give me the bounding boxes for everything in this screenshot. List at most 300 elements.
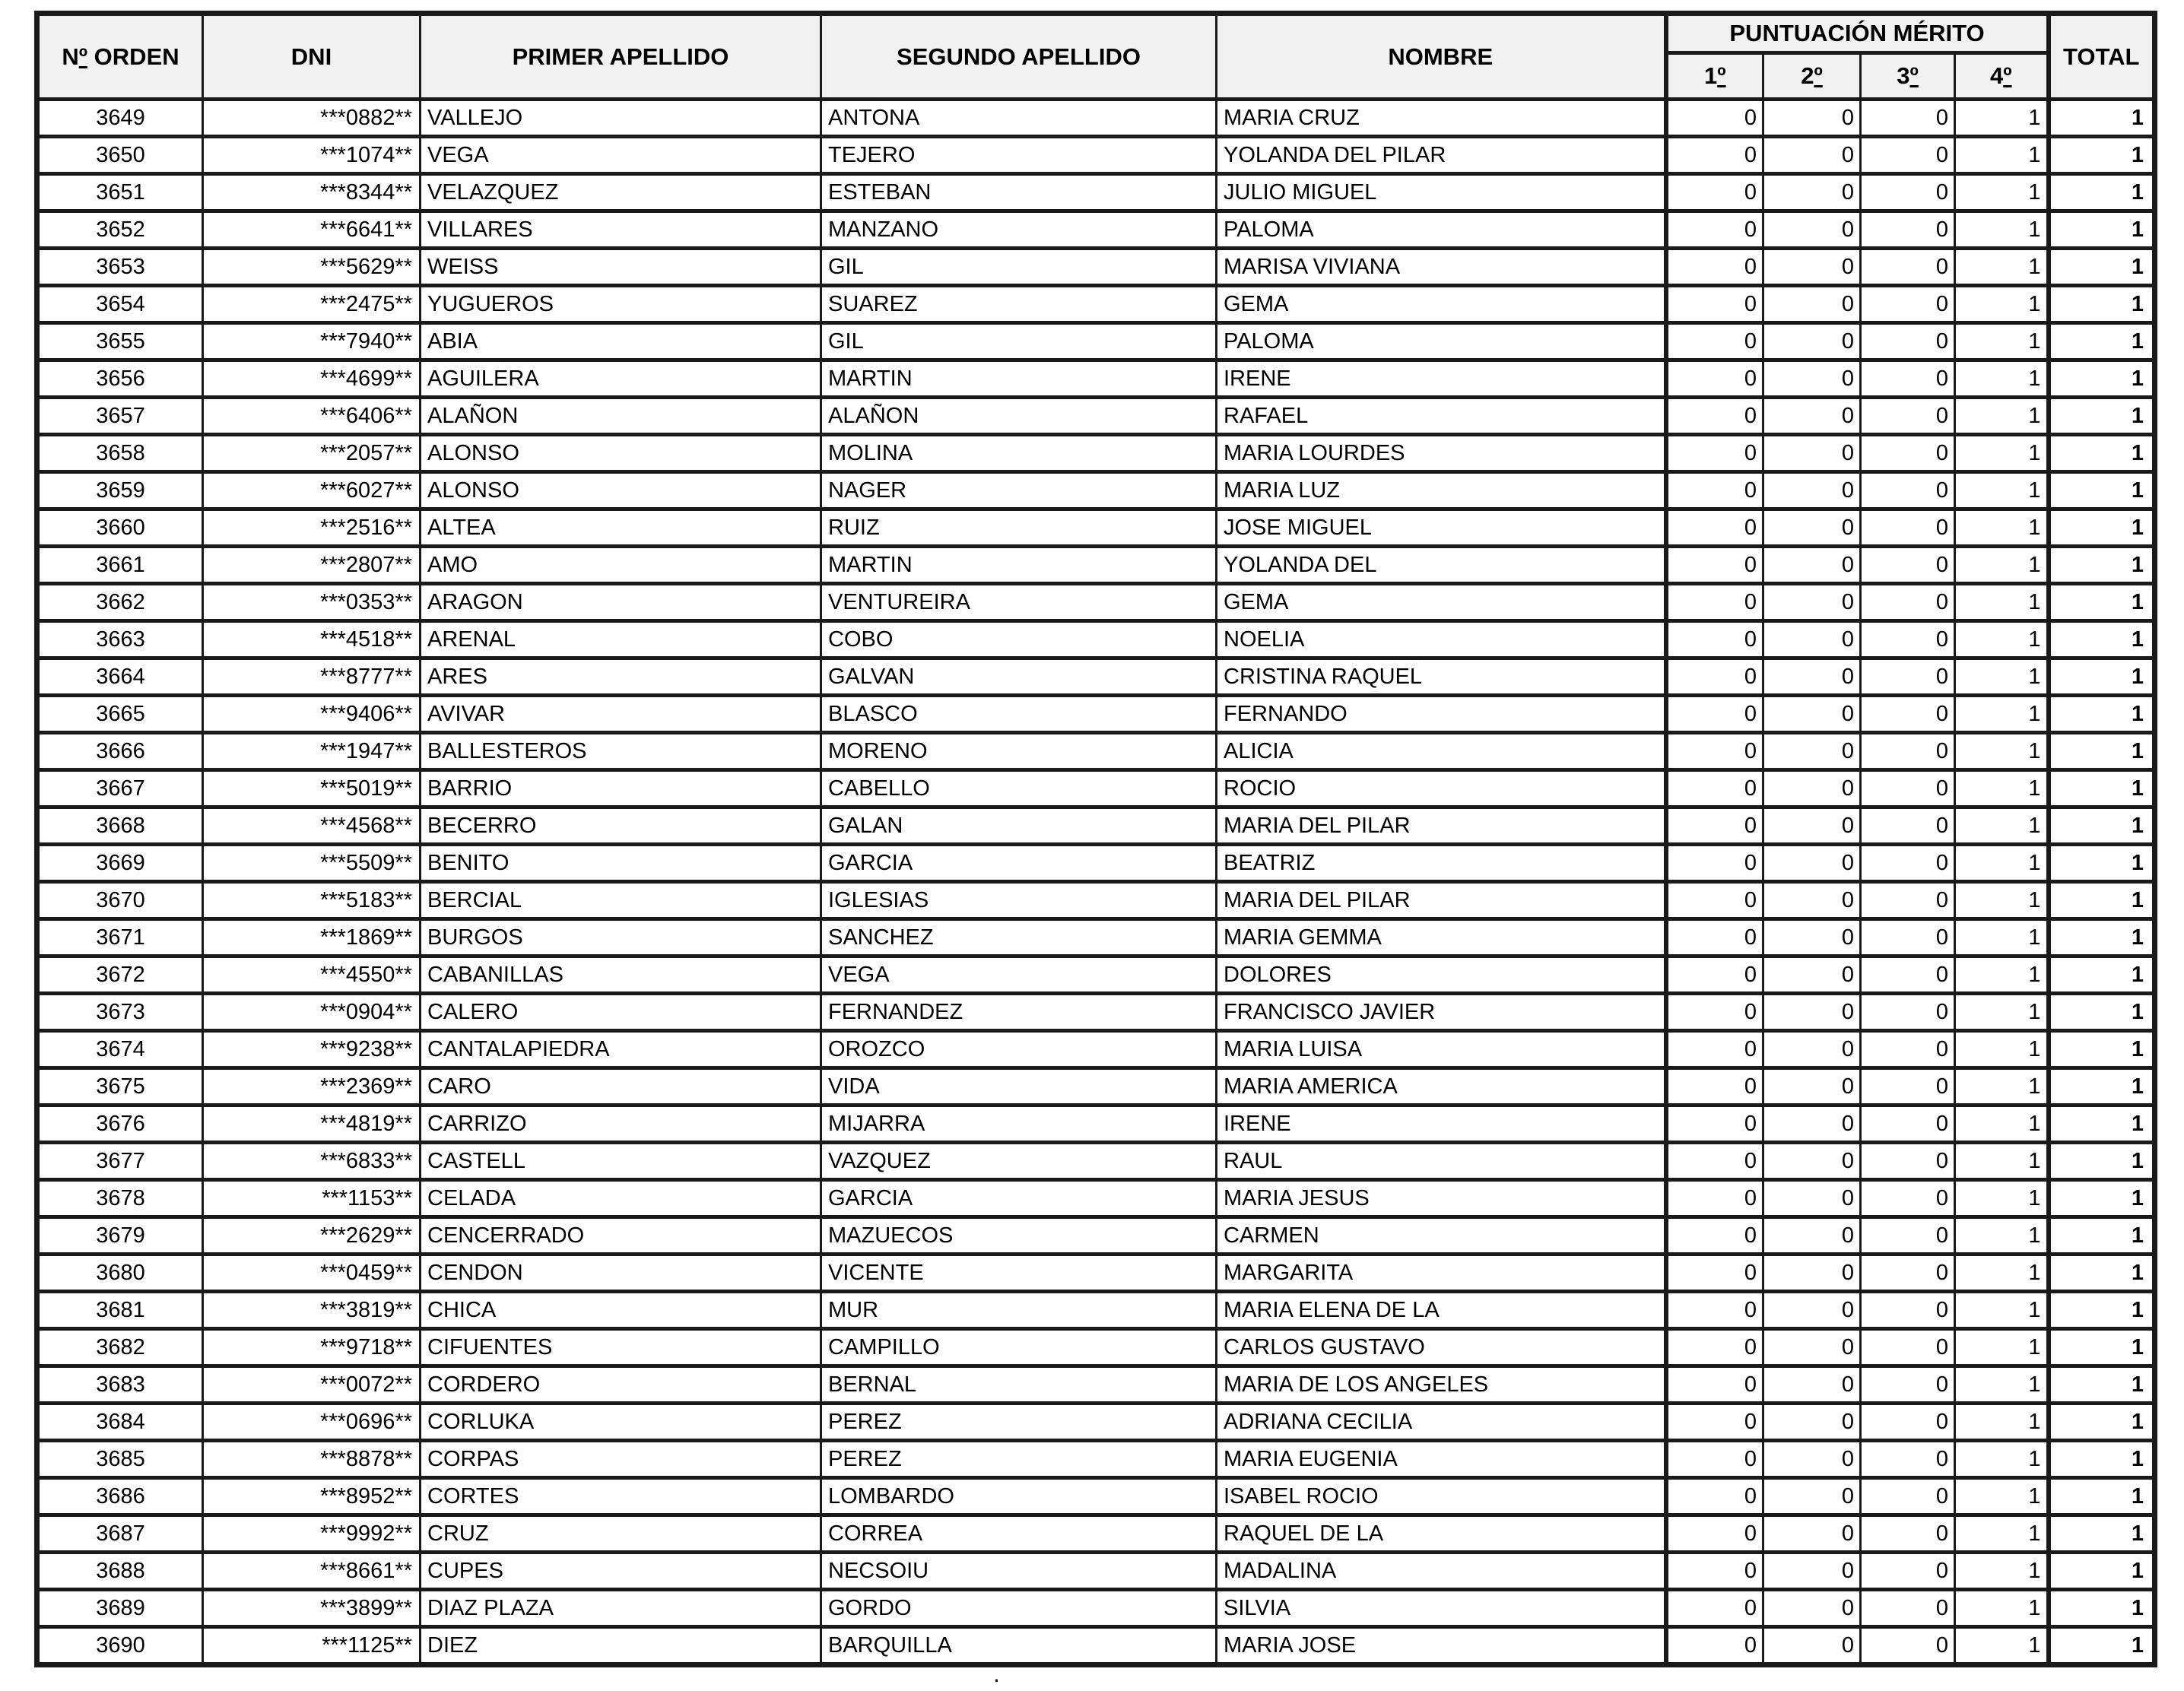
cell-puntuacion-3: 0: [1861, 137, 1955, 174]
cell-dni: ***6641**: [203, 211, 421, 249]
cell-dni: ***1153**: [203, 1180, 421, 1217]
table-row: [37, 733, 2155, 770]
cell-num-orden: 3681: [37, 1292, 203, 1329]
cell-nombre: FERNANDO: [1217, 696, 1666, 733]
cell-puntuacion-3: 0: [1861, 1627, 1955, 1665]
cell-puntuacion-4: 1: [1955, 1478, 2049, 1515]
cell-primer-apellido: CENCERRADO: [421, 1217, 821, 1255]
cell-num-orden: 3649: [37, 100, 203, 137]
cell-dni: ***1869**: [203, 919, 421, 957]
cell-dni: ***2629**: [203, 1217, 421, 1255]
cell-puntuacion-2: 0: [1763, 286, 1861, 323]
cell-puntuacion-3: 0: [1861, 1329, 1955, 1366]
cell-total: 1: [2049, 1180, 2155, 1217]
cell-puntuacion-1: 0: [1666, 882, 1763, 919]
cell-total: 1: [2049, 1553, 2155, 1590]
cell-puntuacion-4: 1: [1955, 211, 2049, 249]
cell-segundo-apellido: BLASCO: [821, 696, 1217, 733]
cell-total: 1: [2049, 1366, 2155, 1404]
cell-total: 1: [2049, 733, 2155, 770]
cell-primer-apellido: CORLUKA: [421, 1404, 821, 1441]
cell-puntuacion-4: 1: [1955, 1329, 2049, 1366]
num-orden-ordinal: º: [78, 43, 88, 70]
cell-puntuacion-3: 0: [1861, 1255, 1955, 1292]
cell-segundo-apellido: GALAN: [821, 807, 1217, 845]
cell-puntuacion-1: 0: [1666, 584, 1763, 621]
cell-puntuacion-2: 0: [1763, 509, 1861, 547]
cell-total: 1: [2049, 472, 2155, 509]
cell-puntuacion-3: 0: [1861, 1515, 1955, 1553]
cell-puntuacion-4: 1: [1955, 1031, 2049, 1068]
cell-segundo-apellido: MANZANO: [821, 211, 1217, 249]
cell-total: 1: [2049, 994, 2155, 1031]
cell-dni: ***0882**: [203, 100, 421, 137]
cell-puntuacion-4: 1: [1955, 547, 2049, 584]
cell-dni: ***9238**: [203, 1031, 421, 1068]
cell-segundo-apellido: SUAREZ: [821, 286, 1217, 323]
cell-total: 1: [2049, 1068, 2155, 1106]
cell-dni: ***9992**: [203, 1515, 421, 1553]
cell-puntuacion-1: 0: [1666, 1627, 1763, 1665]
cell-puntuacion-3: 0: [1861, 1292, 1955, 1329]
cell-nombre: ALICIA: [1217, 733, 1666, 770]
cell-nombre: MARIA ELENA DE LA: [1217, 1292, 1666, 1329]
cell-puntuacion-2: 0: [1763, 882, 1861, 919]
cell-num-orden: 3667: [37, 770, 203, 807]
cell-puntuacion-4: 1: [1955, 137, 2049, 174]
cell-total: 1: [2049, 770, 2155, 807]
cell-num-orden: 3683: [37, 1366, 203, 1404]
cell-num-orden: 3665: [37, 696, 203, 733]
table-row: [37, 770, 2155, 807]
cell-puntuacion-1: 0: [1666, 621, 1763, 658]
table-row: [37, 1106, 2155, 1143]
cell-nombre: MARIA CRUZ: [1217, 100, 1666, 137]
merit-1-ordinal: º: [1717, 62, 1726, 89]
cell-puntuacion-1: 0: [1666, 1553, 1763, 1590]
cell-nombre: ADRIANA CECILIA: [1217, 1404, 1666, 1441]
cell-puntuacion-1: 0: [1666, 286, 1763, 323]
cell-puntuacion-1: 0: [1666, 845, 1763, 882]
cell-puntuacion-4: 1: [1955, 1180, 2049, 1217]
table-row: [37, 1441, 2155, 1478]
cell-puntuacion-1: 0: [1666, 211, 1763, 249]
table-row: [37, 1404, 2155, 1441]
cell-primer-apellido: AGUILERA: [421, 360, 821, 398]
cell-dni: ***4518**: [203, 621, 421, 658]
cell-primer-apellido: BERCIAL: [421, 882, 821, 919]
cell-total: 1: [2049, 1441, 2155, 1478]
cell-puntuacion-4: 1: [1955, 1255, 2049, 1292]
cell-dni: ***3819**: [203, 1292, 421, 1329]
cell-puntuacion-4: 1: [1955, 584, 2049, 621]
cell-primer-apellido: ARENAL: [421, 621, 821, 658]
cell-puntuacion-1: 0: [1666, 1143, 1763, 1180]
cell-num-orden: 3670: [37, 882, 203, 919]
cell-puntuacion-1: 0: [1666, 1515, 1763, 1553]
cell-total: 1: [2049, 137, 2155, 174]
table-row: [37, 286, 2155, 323]
cell-puntuacion-1: 0: [1666, 1329, 1763, 1366]
table-row: [37, 994, 2155, 1031]
cell-nombre: MARIA LUZ: [1217, 472, 1666, 509]
cell-segundo-apellido: BERNAL: [821, 1366, 1217, 1404]
cell-nombre: JULIO MIGUEL: [1217, 174, 1666, 211]
cell-total: 1: [2049, 323, 2155, 360]
cell-segundo-apellido: NAGER: [821, 472, 1217, 509]
cell-segundo-apellido: MORENO: [821, 733, 1217, 770]
cell-primer-apellido: ALONSO: [421, 472, 821, 509]
cell-num-orden: 3669: [37, 845, 203, 882]
footer-text-fragment: .: [993, 1660, 1000, 1687]
cell-puntuacion-1: 0: [1666, 1404, 1763, 1441]
cell-primer-apellido: VILLARES: [421, 211, 821, 249]
cell-num-orden: 3679: [37, 1217, 203, 1255]
cell-puntuacion-1: 0: [1666, 957, 1763, 994]
cell-num-orden: 3653: [37, 249, 203, 286]
cell-primer-apellido: VELAZQUEZ: [421, 174, 821, 211]
merit-4-num: 4: [1989, 62, 2004, 89]
cell-puntuacion-1: 0: [1666, 658, 1763, 696]
cell-puntuacion-2: 0: [1763, 1515, 1861, 1553]
cell-puntuacion-2: 0: [1763, 621, 1861, 658]
cell-nombre: JOSE MIGUEL: [1217, 509, 1666, 547]
col-header-puntuacion-merito: PUNTUACIÓN MÉRITO: [1666, 14, 2049, 53]
cell-primer-apellido: CELADA: [421, 1180, 821, 1217]
cell-num-orden: 3684: [37, 1404, 203, 1441]
cell-dni: ***4550**: [203, 957, 421, 994]
cell-puntuacion-3: 0: [1861, 360, 1955, 398]
cell-num-orden: 3685: [37, 1441, 203, 1478]
cell-primer-apellido: YUGUEROS: [421, 286, 821, 323]
cell-puntuacion-2: 0: [1763, 211, 1861, 249]
cell-puntuacion-2: 0: [1763, 1180, 1861, 1217]
cell-puntuacion-1: 0: [1666, 1031, 1763, 1068]
cell-num-orden: 3659: [37, 472, 203, 509]
cell-puntuacion-2: 0: [1763, 174, 1861, 211]
cell-dni: ***8661**: [203, 1553, 421, 1590]
cell-num-orden: 3661: [37, 547, 203, 584]
cell-dni: ***1947**: [203, 733, 421, 770]
cell-puntuacion-3: 0: [1861, 286, 1955, 323]
cell-nombre: CARLOS GUSTAVO: [1217, 1329, 1666, 1366]
cell-segundo-apellido: GORDO: [821, 1590, 1217, 1627]
cell-primer-apellido: CANTALAPIEDRA: [421, 1031, 821, 1068]
cell-puntuacion-3: 0: [1861, 994, 1955, 1031]
cell-puntuacion-4: 1: [1955, 1553, 2049, 1590]
cell-puntuacion-4: 1: [1955, 1068, 2049, 1106]
cell-puntuacion-2: 0: [1763, 584, 1861, 621]
cell-dni: ***5629**: [203, 249, 421, 286]
cell-puntuacion-2: 0: [1763, 1329, 1861, 1366]
cell-total: 1: [2049, 1106, 2155, 1143]
table-row: [37, 1031, 2155, 1068]
table-row: [37, 174, 2155, 211]
table-row: [37, 509, 2155, 547]
cell-puntuacion-3: 0: [1861, 584, 1955, 621]
cell-total: 1: [2049, 845, 2155, 882]
cell-primer-apellido: BALLESTEROS: [421, 733, 821, 770]
cell-puntuacion-4: 1: [1955, 323, 2049, 360]
cell-puntuacion-4: 1: [1955, 1292, 2049, 1329]
table-row: [37, 547, 2155, 584]
cell-primer-apellido: CENDON: [421, 1255, 821, 1292]
cell-total: 1: [2049, 658, 2155, 696]
cell-puntuacion-4: 1: [1955, 435, 2049, 472]
cell-puntuacion-3: 0: [1861, 919, 1955, 957]
cell-num-orden: 3672: [37, 957, 203, 994]
cell-puntuacion-3: 0: [1861, 509, 1955, 547]
cell-puntuacion-4: 1: [1955, 1441, 2049, 1478]
results-table: [34, 11, 2157, 1667]
cell-total: 1: [2049, 1515, 2155, 1553]
cell-primer-apellido: CORPAS: [421, 1441, 821, 1478]
cell-num-orden: 3674: [37, 1031, 203, 1068]
cell-puntuacion-1: 0: [1666, 547, 1763, 584]
cell-puntuacion-3: 0: [1861, 249, 1955, 286]
cell-nombre: ROCIO: [1217, 770, 1666, 807]
cell-nombre: MARGARITA: [1217, 1255, 1666, 1292]
cell-puntuacion-1: 0: [1666, 249, 1763, 286]
cell-segundo-apellido: VICENTE: [821, 1255, 1217, 1292]
cell-total: 1: [2049, 584, 2155, 621]
cell-puntuacion-3: 0: [1861, 1478, 1955, 1515]
cell-primer-apellido: BENITO: [421, 845, 821, 882]
cell-puntuacion-4: 1: [1955, 174, 2049, 211]
cell-puntuacion-3: 0: [1861, 1068, 1955, 1106]
cell-segundo-apellido: GIL: [821, 323, 1217, 360]
cell-puntuacion-4: 1: [1955, 1366, 2049, 1404]
cell-num-orden: 3656: [37, 360, 203, 398]
cell-puntuacion-2: 0: [1763, 1106, 1861, 1143]
cell-puntuacion-1: 0: [1666, 807, 1763, 845]
cell-nombre: IRENE: [1217, 1106, 1666, 1143]
cell-total: 1: [2049, 249, 2155, 286]
table-row: [37, 1329, 2155, 1366]
cell-dni: ***2475**: [203, 286, 421, 323]
cell-dni: ***8952**: [203, 1478, 421, 1515]
cell-puntuacion-1: 0: [1666, 733, 1763, 770]
cell-puntuacion-2: 0: [1763, 658, 1861, 696]
cell-total: 1: [2049, 1404, 2155, 1441]
cell-num-orden: 3663: [37, 621, 203, 658]
cell-num-orden: 3664: [37, 658, 203, 696]
cell-nombre: CRISTINA RAQUEL: [1217, 658, 1666, 696]
num-orden-prefix: N: [62, 43, 79, 70]
cell-puntuacion-3: 0: [1861, 807, 1955, 845]
col-header-dni: DNI: [203, 14, 421, 100]
cell-dni: ***4568**: [203, 807, 421, 845]
cell-num-orden: 3651: [37, 174, 203, 211]
col-header-num-orden: [37, 14, 203, 100]
cell-primer-apellido: BARRIO: [421, 770, 821, 807]
cell-total: 1: [2049, 957, 2155, 994]
cell-puntuacion-4: 1: [1955, 286, 2049, 323]
cell-num-orden: 3689: [37, 1590, 203, 1627]
cell-puntuacion-2: 0: [1763, 1590, 1861, 1627]
cell-segundo-apellido: GARCIA: [821, 845, 1217, 882]
table-row: [37, 398, 2155, 435]
cell-dni: ***8878**: [203, 1441, 421, 1478]
cell-nombre: BEATRIZ: [1217, 845, 1666, 882]
header-row-main: [37, 14, 2155, 53]
cell-puntuacion-1: 0: [1666, 1590, 1763, 1627]
cell-total: 1: [2049, 621, 2155, 658]
table-row: [37, 1143, 2155, 1180]
cell-puntuacion-2: 0: [1763, 547, 1861, 584]
cell-num-orden: 3655: [37, 323, 203, 360]
cell-dni: ***4819**: [203, 1106, 421, 1143]
cell-puntuacion-1: 0: [1666, 472, 1763, 509]
cell-puntuacion-4: 1: [1955, 360, 2049, 398]
cell-num-orden: 3686: [37, 1478, 203, 1515]
cell-puntuacion-3: 0: [1861, 1553, 1955, 1590]
cell-dni: ***6406**: [203, 398, 421, 435]
cell-puntuacion-2: 0: [1763, 696, 1861, 733]
cell-nombre: RAQUEL DE LA: [1217, 1515, 1666, 1553]
cell-dni: ***8344**: [203, 174, 421, 211]
cell-primer-apellido: CASTELL: [421, 1143, 821, 1180]
cell-puntuacion-3: 0: [1861, 211, 1955, 249]
cell-primer-apellido: ALTEA: [421, 509, 821, 547]
table-row: [37, 882, 2155, 919]
table-row: [37, 919, 2155, 957]
cell-puntuacion-3: 0: [1861, 1217, 1955, 1255]
table-row: [37, 1590, 2155, 1627]
cell-puntuacion-3: 0: [1861, 1180, 1955, 1217]
cell-segundo-apellido: VIDA: [821, 1068, 1217, 1106]
cell-dni: ***8777**: [203, 658, 421, 696]
merit-4-ordinal: º: [2003, 62, 2012, 89]
cell-primer-apellido: CUPES: [421, 1553, 821, 1590]
cell-num-orden: 3673: [37, 994, 203, 1031]
cell-nombre: YOLANDA DEL: [1217, 547, 1666, 584]
cell-puntuacion-1: 0: [1666, 1255, 1763, 1292]
cell-puntuacion-1: 0: [1666, 1217, 1763, 1255]
table-row: [37, 472, 2155, 509]
cell-puntuacion-4: 1: [1955, 621, 2049, 658]
cell-puntuacion-3: 0: [1861, 1441, 1955, 1478]
table-row: [37, 435, 2155, 472]
cell-puntuacion-1: 0: [1666, 994, 1763, 1031]
cell-total: 1: [2049, 1143, 2155, 1180]
cell-puntuacion-4: 1: [1955, 770, 2049, 807]
cell-total: 1: [2049, 1627, 2155, 1665]
cell-primer-apellido: AMO: [421, 547, 821, 584]
cell-primer-apellido: VALLEJO: [421, 100, 821, 137]
cell-segundo-apellido: SANCHEZ: [821, 919, 1217, 957]
cell-primer-apellido: CORDERO: [421, 1366, 821, 1404]
cell-puntuacion-2: 0: [1763, 360, 1861, 398]
cell-num-orden: 3675: [37, 1068, 203, 1106]
cell-total: 1: [2049, 1255, 2155, 1292]
cell-segundo-apellido: VEGA: [821, 957, 1217, 994]
cell-puntuacion-4: 1: [1955, 1627, 2049, 1665]
cell-nombre: NOELIA: [1217, 621, 1666, 658]
cell-puntuacion-3: 0: [1861, 621, 1955, 658]
cell-dni: ***2057**: [203, 435, 421, 472]
cell-total: 1: [2049, 807, 2155, 845]
cell-puntuacion-3: 0: [1861, 957, 1955, 994]
col-header-merit-2: [1763, 53, 1861, 100]
cell-primer-apellido: BECERRO: [421, 807, 821, 845]
cell-puntuacion-4: 1: [1955, 1515, 2049, 1553]
cell-puntuacion-1: 0: [1666, 323, 1763, 360]
cell-nombre: MARIA JOSE: [1217, 1627, 1666, 1665]
cell-primer-apellido: AVIVAR: [421, 696, 821, 733]
cell-puntuacion-2: 0: [1763, 1404, 1861, 1441]
cell-nombre: MARIA GEMMA: [1217, 919, 1666, 957]
cell-puntuacion-4: 1: [1955, 398, 2049, 435]
cell-primer-apellido: CARO: [421, 1068, 821, 1106]
cell-puntuacion-1: 0: [1666, 509, 1763, 547]
cell-segundo-apellido: MAZUECOS: [821, 1217, 1217, 1255]
cell-puntuacion-2: 0: [1763, 435, 1861, 472]
cell-segundo-apellido: MARTIN: [821, 547, 1217, 584]
cell-primer-apellido: ALAÑON: [421, 398, 821, 435]
cell-primer-apellido: DIEZ: [421, 1627, 821, 1665]
cell-num-orden: 3687: [37, 1515, 203, 1553]
cell-dni: ***2516**: [203, 509, 421, 547]
cell-segundo-apellido: NECSOIU: [821, 1553, 1217, 1590]
cell-nombre: SILVIA: [1217, 1590, 1666, 1627]
cell-puntuacion-2: 0: [1763, 472, 1861, 509]
cell-nombre: MARIA LOURDES: [1217, 435, 1666, 472]
cell-total: 1: [2049, 286, 2155, 323]
cell-puntuacion-2: 0: [1763, 1031, 1861, 1068]
cell-puntuacion-1: 0: [1666, 770, 1763, 807]
cell-total: 1: [2049, 882, 2155, 919]
cell-primer-apellido: CABANILLAS: [421, 957, 821, 994]
table-row: [37, 957, 2155, 994]
cell-puntuacion-4: 1: [1955, 845, 2049, 882]
cell-puntuacion-2: 0: [1763, 1143, 1861, 1180]
table-row: [37, 1478, 2155, 1515]
cell-puntuacion-4: 1: [1955, 882, 2049, 919]
cell-total: 1: [2049, 360, 2155, 398]
cell-puntuacion-4: 1: [1955, 696, 2049, 733]
cell-primer-apellido: ABIA: [421, 323, 821, 360]
cell-puntuacion-1: 0: [1666, 100, 1763, 137]
cell-total: 1: [2049, 547, 2155, 584]
table-row: [37, 1292, 2155, 1329]
cell-num-orden: 3688: [37, 1553, 203, 1590]
num-orden-rest: ORDEN: [87, 43, 179, 70]
cell-segundo-apellido: FERNANDEZ: [821, 994, 1217, 1031]
cell-puntuacion-3: 0: [1861, 323, 1955, 360]
cell-dni: ***6833**: [203, 1143, 421, 1180]
cell-puntuacion-1: 0: [1666, 919, 1763, 957]
col-header-merit-3: [1861, 53, 1955, 100]
cell-puntuacion-1: 0: [1666, 137, 1763, 174]
cell-puntuacion-2: 0: [1763, 1553, 1861, 1590]
cell-puntuacion-4: 1: [1955, 249, 2049, 286]
cell-puntuacion-2: 0: [1763, 919, 1861, 957]
cell-dni: ***2807**: [203, 547, 421, 584]
cell-primer-apellido: BURGOS: [421, 919, 821, 957]
cell-dni: ***1125**: [203, 1627, 421, 1665]
table-row: [37, 658, 2155, 696]
cell-segundo-apellido: OROZCO: [821, 1031, 1217, 1068]
cell-segundo-apellido: RUIZ: [821, 509, 1217, 547]
cell-num-orden: 3677: [37, 1143, 203, 1180]
cell-segundo-apellido: COBO: [821, 621, 1217, 658]
cell-puntuacion-4: 1: [1955, 472, 2049, 509]
cell-total: 1: [2049, 398, 2155, 435]
cell-puntuacion-4: 1: [1955, 1590, 2049, 1627]
cell-puntuacion-3: 0: [1861, 770, 1955, 807]
cell-nombre: DOLORES: [1217, 957, 1666, 994]
